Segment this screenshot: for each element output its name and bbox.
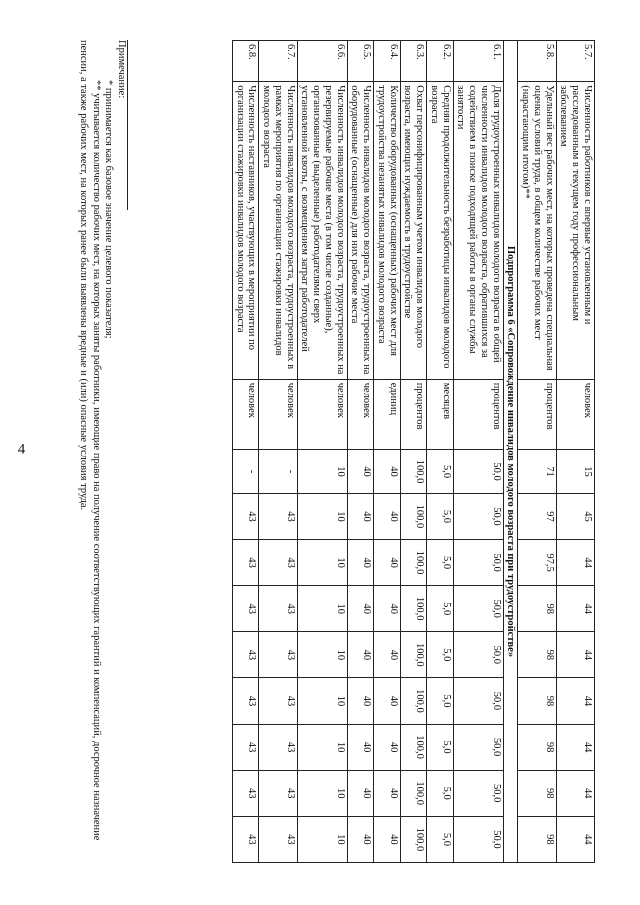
row-number: 6.7. <box>259 41 297 82</box>
row-value: 43 <box>259 493 297 539</box>
row-number: 5.8. <box>518 41 556 82</box>
row-unit: человек <box>233 379 260 449</box>
row-value: 40 <box>374 493 401 539</box>
row-value: 43 <box>233 493 260 539</box>
row-value: 5,0 <box>427 450 454 494</box>
row-value: 100,0 <box>400 770 427 816</box>
row-value: 100,0 <box>400 450 427 494</box>
row-number: 6.6. <box>297 41 347 82</box>
indicators-table <box>232 40 595 863</box>
row-value: 5,0 <box>427 724 454 770</box>
row-value: 50,0 <box>453 493 503 539</box>
row-value: 43 <box>233 724 260 770</box>
row-value: 40 <box>374 540 401 586</box>
row-number: 6.3. <box>400 41 427 82</box>
table-row <box>518 41 556 863</box>
row-value: 45 <box>556 493 594 539</box>
row-value: 43 <box>259 816 297 862</box>
row-value: 43 <box>233 678 260 724</box>
row-value: 100,0 <box>400 493 427 539</box>
row-value: 50,0 <box>453 678 503 724</box>
row-value: 43 <box>233 632 260 678</box>
row-value: 44 <box>556 632 594 678</box>
row-value: 40 <box>374 816 401 862</box>
row-value: 98 <box>518 816 556 862</box>
row-number: 6.5. <box>347 41 374 82</box>
row-value: 50,0 <box>453 816 503 862</box>
row-value: - <box>233 450 260 494</box>
row-value: 43 <box>259 678 297 724</box>
row-indicator: Численность инвалидов молодого возраста, трудоустроенных на резервируемые рабочие места (в том числе созданные), организованные (выделенные) работодателями сверх установленной квоты, с возмещением затрат работодателей <box>297 82 347 379</box>
row-value: 50,0 <box>453 724 503 770</box>
row-unit: человек <box>259 379 297 449</box>
row-unit: процентов <box>453 379 503 449</box>
row-indicator: Численность работников с впервые установленным и расследованным в текущем году профессиональным заболеванием <box>556 82 594 379</box>
table-row <box>259 41 297 863</box>
table-row <box>400 41 427 863</box>
row-unit: процентов <box>518 379 556 449</box>
row-value: 5,0 <box>427 540 454 586</box>
table-row <box>347 41 374 863</box>
row-unit: процентов <box>400 379 427 449</box>
row-indicator: Охват персонифицированным учетом инвалидов молодого возраста, имеющих нуждаемость в трудоустройстве <box>400 82 427 379</box>
table-row <box>453 41 503 863</box>
footnote-divider <box>127 40 128 210</box>
row-value: 98 <box>518 632 556 678</box>
row-value: 5,0 <box>427 770 454 816</box>
row-value: 50,0 <box>453 632 503 678</box>
row-value: 40 <box>347 450 374 494</box>
row-value: 5,0 <box>427 816 454 862</box>
row-value: 43 <box>233 586 260 632</box>
row-value: 100,0 <box>400 632 427 678</box>
table-row <box>297 41 347 863</box>
row-value: 5,0 <box>427 678 454 724</box>
row-value: 40 <box>347 816 374 862</box>
row-value: 44 <box>556 586 594 632</box>
row-value: 5,0 <box>427 586 454 632</box>
row-value: 40 <box>347 632 374 678</box>
row-number: 6.1. <box>453 41 503 82</box>
note-1: * принимается как базовое значение целевого показателя; <box>103 80 115 339</box>
table-row <box>233 41 260 863</box>
row-value: 40 <box>347 493 374 539</box>
row-number: 5.7. <box>556 41 594 82</box>
row-value: 44 <box>556 770 594 816</box>
row-value: 100,0 <box>400 816 427 862</box>
row-value: 98 <box>518 678 556 724</box>
table-row <box>427 41 454 863</box>
row-value: 40 <box>347 540 374 586</box>
row-value: 43 <box>233 770 260 816</box>
row-value: 5,0 <box>427 493 454 539</box>
row-value: 98 <box>518 770 556 816</box>
row-value: 44 <box>556 816 594 862</box>
row-number: 6.4. <box>374 41 401 82</box>
row-value: 40 <box>347 678 374 724</box>
row-indicator: Численность инвалидов молодого возраста, трудоустроенных на оборудованные (оснащенные) для них рабочие места <box>347 82 374 379</box>
row-value: 50,0 <box>453 540 503 586</box>
section-row <box>503 41 518 863</box>
table-row <box>556 41 594 863</box>
row-value: 40 <box>374 450 401 494</box>
row-value: 10 <box>297 540 347 586</box>
row-value: 40 <box>374 632 401 678</box>
notes-title: Примечание: <box>116 40 127 99</box>
row-number: 6.8. <box>233 41 260 82</box>
row-value: 44 <box>556 540 594 586</box>
row-value: 10 <box>297 816 347 862</box>
row-indicator: Численность наставников, участвующих в мероприятии по организации стажировки инвалидов молодого возраста <box>233 82 260 379</box>
row-unit: единиц <box>374 379 401 449</box>
row-value: 43 <box>233 540 260 586</box>
table-row <box>374 41 401 863</box>
row-value: 50,0 <box>453 586 503 632</box>
row-value: 40 <box>347 724 374 770</box>
row-value: 44 <box>556 678 594 724</box>
row-value: 100,0 <box>400 586 427 632</box>
row-value: 50,0 <box>453 770 503 816</box>
row-unit: человек <box>556 379 594 449</box>
row-value: 43 <box>259 770 297 816</box>
row-value: 10 <box>297 770 347 816</box>
row-value: 100,0 <box>400 678 427 724</box>
page-number: 4 <box>17 441 26 458</box>
row-value: 43 <box>233 816 260 862</box>
row-value: 10 <box>297 586 347 632</box>
row-number: 6.2. <box>427 41 454 82</box>
row-indicator: Удельный вес рабочих мест, на которых проведена специальная оценка условий труда, в общем количестве рабочих мест (нарастающим итогом)** <box>518 82 556 379</box>
row-value: 40 <box>347 586 374 632</box>
row-value: 43 <box>259 632 297 678</box>
row-value: 10 <box>297 632 347 678</box>
row-value: 10 <box>297 678 347 724</box>
row-indicator: Средняя продолжительность безработицы инвалидов молодого возраста <box>427 82 454 379</box>
row-value: 15 <box>556 450 594 494</box>
notes <box>77 40 128 863</box>
row-unit: человек <box>347 379 374 449</box>
row-indicator: Количество оборудованных (оснащенных) рабочих мест для трудоустройства незанятых инвалидов молодого возраста <box>374 82 401 379</box>
row-value: 40 <box>374 586 401 632</box>
row-unit: человек <box>297 379 347 449</box>
row-value: 50,0 <box>453 450 503 494</box>
row-value: 100,0 <box>400 724 427 770</box>
row-value: - <box>259 450 297 494</box>
note-2: ** учитывается количество рабочих мест, на которых заняты работники, имеющие право на получение соответствующих гарантий и компенсаций, досрочное назначение пенсии, а также рабочих мест, на которых ранее были выявлены вредные и (или) опасные условия труда. <box>78 40 102 841</box>
row-value: 43 <box>259 540 297 586</box>
row-indicator: Численность инвалидов молодого возраста, трудоустроенных в рамках мероприятия по организации стажировки инвалидов молодого возраста <box>259 82 297 379</box>
row-value: 40 <box>374 678 401 724</box>
row-value: 43 <box>259 724 297 770</box>
row-value: 40 <box>374 770 401 816</box>
row-value: 97 <box>518 493 556 539</box>
row-value: 10 <box>297 450 347 494</box>
row-value: 43 <box>259 586 297 632</box>
row-value: 98 <box>518 586 556 632</box>
row-value: 97,5 <box>518 540 556 586</box>
row-unit: месяцев <box>427 379 454 449</box>
row-value: 5,0 <box>427 632 454 678</box>
row-value: 40 <box>347 770 374 816</box>
section-title: Подпрограмма 6 «Сопровождение инвалидов молодого возраста при трудоустройстве» <box>503 41 518 863</box>
row-value: 40 <box>374 724 401 770</box>
row-value: 100,0 <box>400 540 427 586</box>
row-value: 71 <box>518 450 556 494</box>
row-value: 98 <box>518 724 556 770</box>
row-value: 44 <box>556 724 594 770</box>
row-value: 10 <box>297 724 347 770</box>
row-indicator: Доля трудоустроенных инвалидов молодого возраста в общей численности инвалидов молодого возраста, обратившихся за содействием в поиске подходящей работы в органы службы занятости <box>453 82 503 379</box>
row-value: 10 <box>297 493 347 539</box>
